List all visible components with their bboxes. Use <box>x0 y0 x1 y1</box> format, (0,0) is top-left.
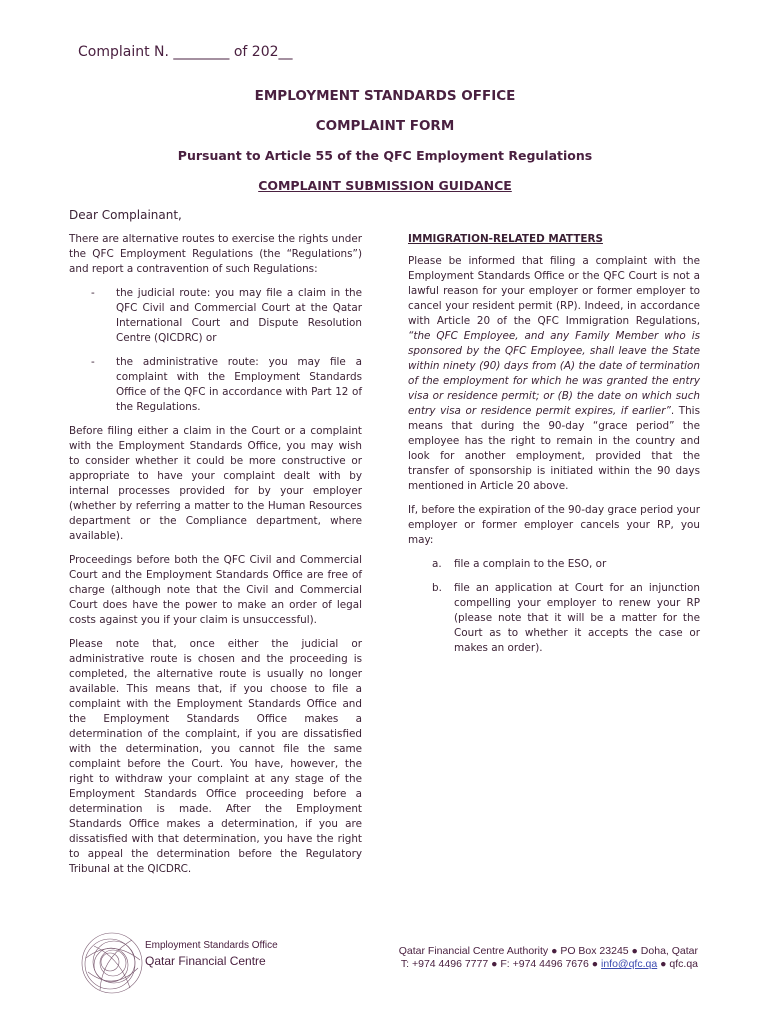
regulation-quote: “the QFC Employee, and any Family Member who is sponsored by the QFC Employee, shall leave the State within ninety (90) days from (A) the date of termination of the employment for which he was granted the entry visa or residence permit; or (B) the date on which such entry visa or residence permit expires, if earlier” <box>408 330 700 417</box>
right-paragraph-2: If, before the expiration of the 90-day grace period your employer or former employer cancels your RP, you may: <box>408 504 700 546</box>
right-paragraph-1 <box>408 254 700 494</box>
list-marker: b. <box>432 582 442 594</box>
complaint-number-line: Complaint N. ________ of 202__ <box>78 44 293 60</box>
footer-brand <box>145 940 278 968</box>
left-column <box>69 232 362 886</box>
options-list <box>408 557 700 656</box>
brand-office-name: Employment Standards Office <box>145 940 278 951</box>
contact-line-2 <box>398 958 698 971</box>
list-item <box>69 286 362 346</box>
contact-phone: T: +974 4496 7777 ● F: +974 4496 7676 ● <box>400 958 601 970</box>
footer-contact <box>398 945 698 971</box>
brand-centre-name: Qatar Financial Centre <box>145 954 266 968</box>
form-title: COMPLAINT FORM <box>315 118 455 134</box>
office-title: EMPLOYMENT STANDARDS OFFICE <box>254 88 516 104</box>
list-item <box>408 557 700 572</box>
email-link[interactable]: info@qfc.qa <box>601 958 658 970</box>
list-item-text: file an application at Court for an injunction compelling your employer to renew your RP (please note that it will be a matter for the Court as to whether it accepts the case or makes an order). <box>454 582 700 654</box>
list-item-text: the judicial route: you may file a claim in the QFC Civil and Commercial Court at the Qatar International Court and Dispute Resolution Centre (QICDRC) or <box>116 287 362 344</box>
routes-list <box>69 286 362 415</box>
list-marker: - <box>91 287 95 299</box>
guidance-heading: COMPLAINT SUBMISSION GUIDANCE <box>258 178 512 193</box>
left-paragraph-4: Please note that, once either the judicial or administrative route is chosen and the proceeding is completed, the alternative route is usually no longer available. This means that, if you choose to file a complaint with the Employment Standards Office and the Employment Standards Office makes a determination of the complaint, if you are dissatisfied with the determination, you cannot file the same complaint before the Court. You have, however, the right to withdraw your complaint at any stage of the Employment Standards Office proceeding before a determination is made. After the Employment Standards Office makes a determination, if you are dissatisfied with that determination, you have the right to appeal the determination before the Regulatory Tribunal at the QICDRC. <box>69 638 362 875</box>
website-link[interactable]: qfc.qa <box>669 958 698 970</box>
left-paragraph-3: Proceedings before both the QFC Civil and Commercial Court and the Employment Standards Office are free of charge (although note that the Civil and Commercial Court does have the power to make an order of legal costs against you if your claim is unsuccessful). <box>69 554 362 626</box>
qfc-swirl-logo-icon <box>80 928 150 998</box>
list-item-text: file a complain to the ESO, or <box>454 558 607 570</box>
immigration-heading: IMMIGRATION-RELATED MATTERS <box>408 233 603 245</box>
list-item <box>69 355 362 415</box>
right-column <box>408 232 700 665</box>
list-item <box>408 581 700 656</box>
list-marker: a. <box>432 558 442 570</box>
form-subtitle: Pursuant to Article 55 of the QFC Employment Regulations <box>177 148 593 163</box>
contact-separator: ● <box>657 958 670 970</box>
contact-address: Qatar Financial Centre Authority ● PO Box 23245 ● Doha, Qatar <box>398 945 698 957</box>
list-item-text: the administrative route: you may file a complaint with the Employment Standards Office of the QFC in accordance with Part 12 of the Regulations. <box>116 356 362 413</box>
salutation: Dear Complainant, <box>69 208 182 222</box>
left-paragraph-2: Before filing either a claim in the Court or a complaint with the Employment Standards Office, you may wish to consider whether it could be more constructive or appropriate to have your complaint dealt with by internal processes provided for by your employer (whether by referring a matter to the Human Resources department or the Compliance department, where available). <box>69 425 362 542</box>
paragraph-text: . This means that during the 90-day “grace period” the employee has the right to remain in the country and look for another employment, provided that the transfer of sponsorship is initiated within the 90 days mentioned in Article 20 above. <box>408 405 700 492</box>
left-paragraph-1: There are alternative routes to exercise the rights under the QFC Employment Regulations (the “Regulations”) and report a contravention of such Regulations: <box>69 233 362 275</box>
paragraph-text: Please be informed that filing a complaint with the Employment Standards Office or the QFC Court is not a lawful reason for your employer or former employer to cancel your resident permit (RP). Indeed, in accordance with Article 20 of the QFC Immigration Regulations, <box>408 255 700 327</box>
list-marker: - <box>91 356 95 368</box>
